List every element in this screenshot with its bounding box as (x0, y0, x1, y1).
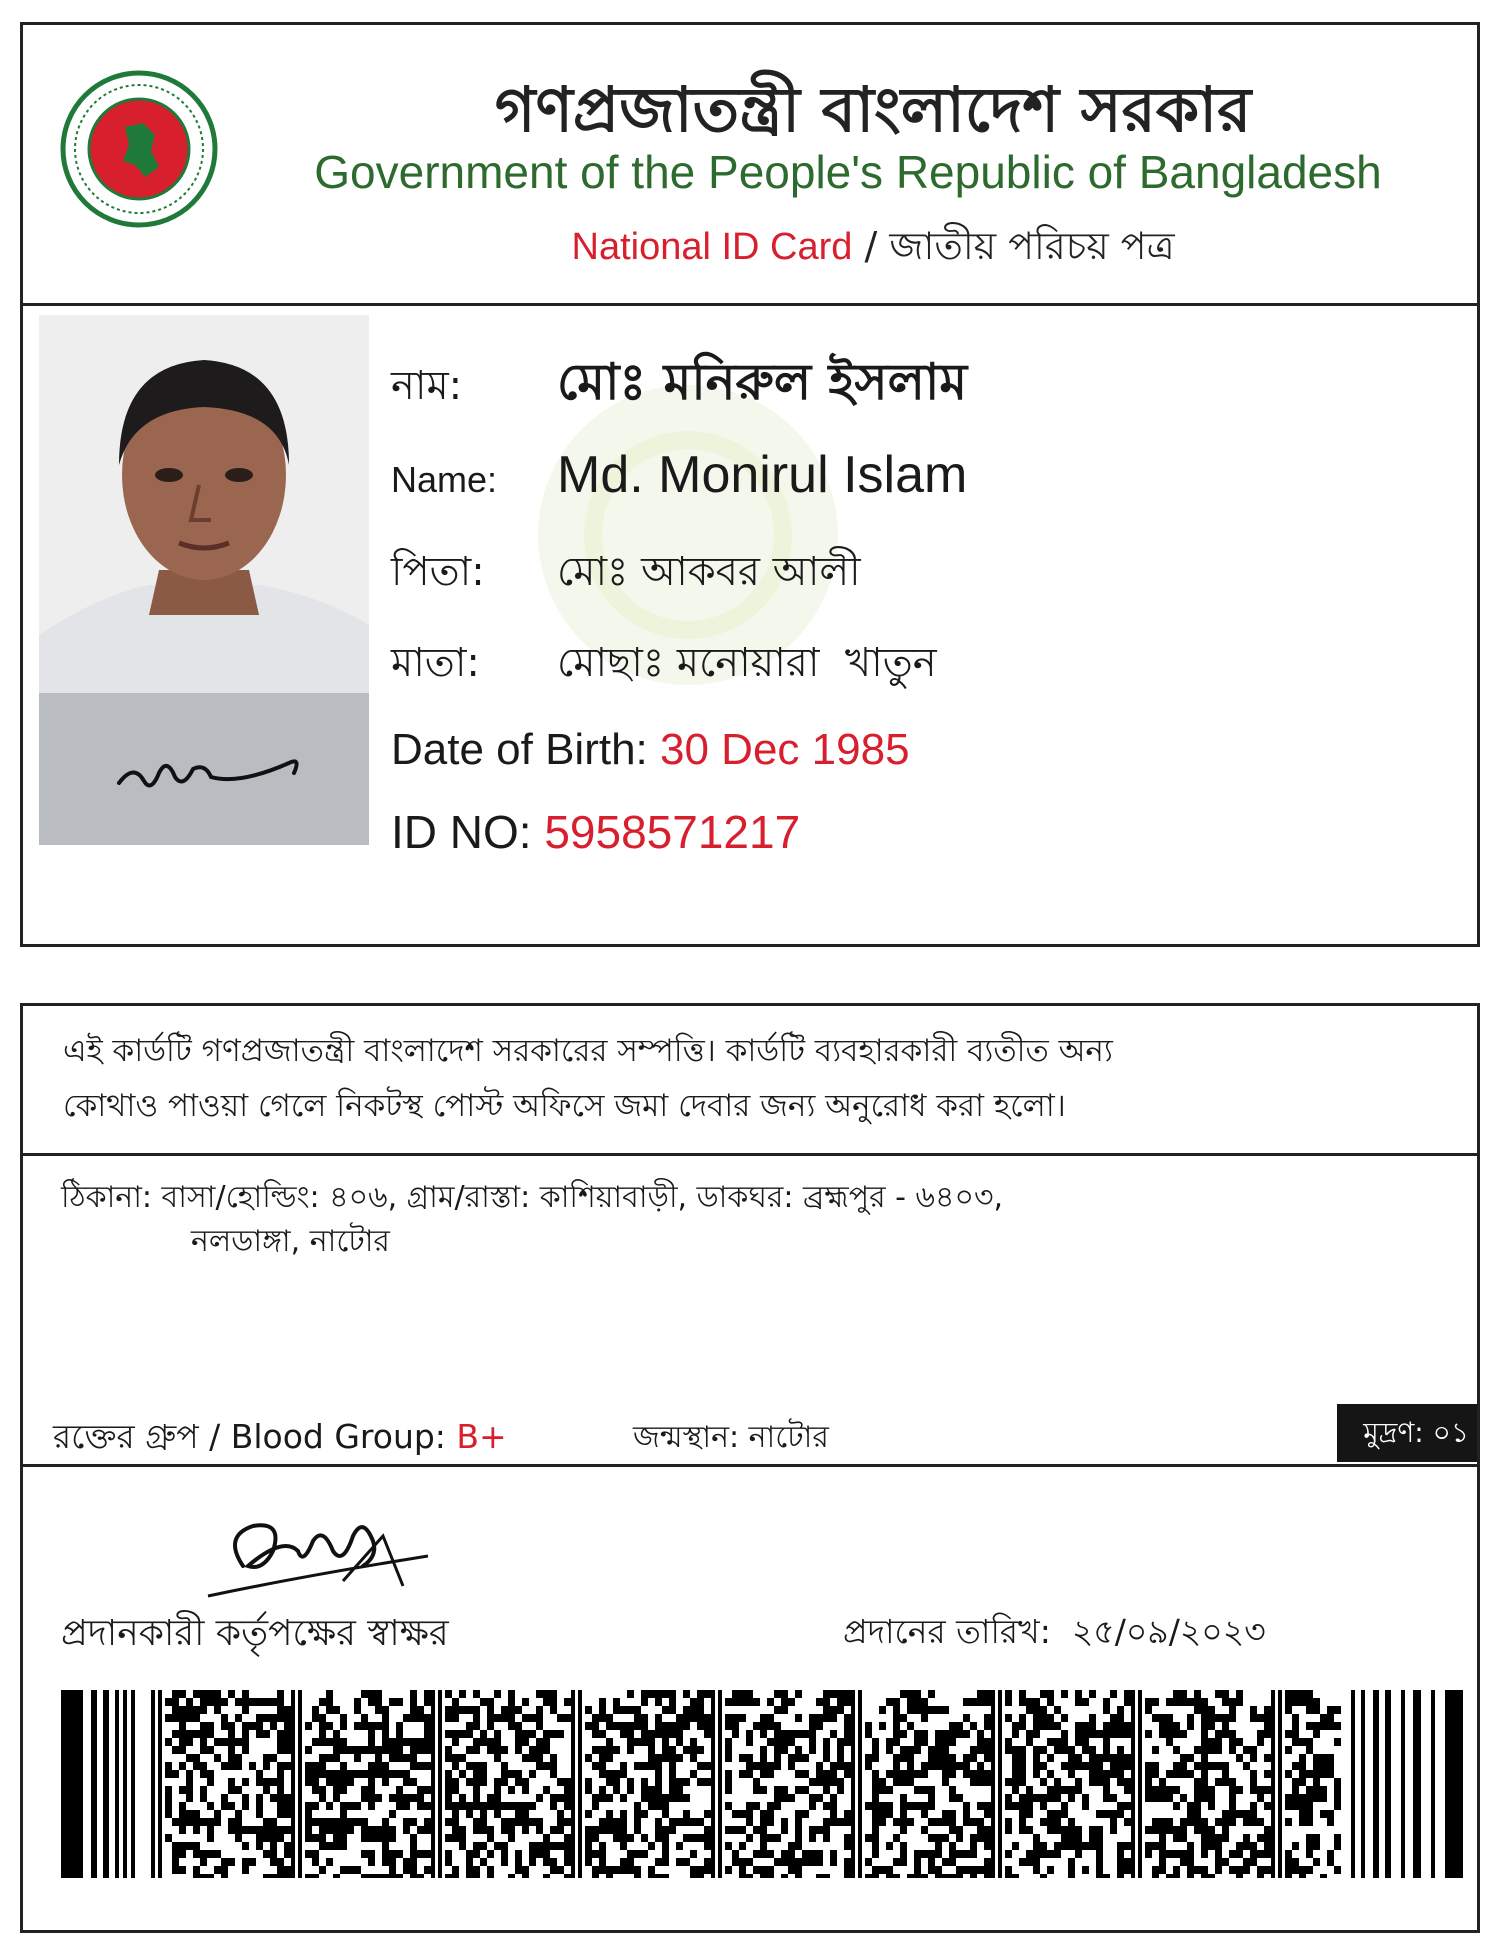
holder-signature-box (39, 693, 369, 845)
notice-line-1: এই কার্ডটি গণপ্রজাতন্ত্রী বাংলাদেশ সরকারের সম্পত্তি। কার্ডটি ব্যবহারকারী ব্যতীত অন্য (63, 1033, 1113, 1069)
mother-value: মোছাঃ মনোয়ারা খাতুন (557, 640, 937, 686)
id-number-value: 5958571217 (544, 806, 801, 858)
card-type-separator: / (852, 224, 890, 268)
authority-signature-label: প্রদানকারী কর্তৃপক্ষের স্বাক্ষর (61, 1613, 449, 1654)
mother-label: মাতা: (391, 640, 480, 686)
father-label: পিতা: (391, 549, 485, 595)
father-value: মোঃ আকবর আলী (557, 549, 861, 595)
name-bengali-row (391, 345, 967, 428)
issue-date-value: ২৫/০৯/২০২৩ (1071, 1612, 1266, 1651)
birthplace: জন্মস্থান: নাটোর (633, 1420, 829, 1455)
holder-photo (39, 315, 369, 693)
issue-date-label: প্রদানের তারিখ: (843, 1612, 1051, 1651)
card-type-title (283, 217, 1463, 281)
card-header (23, 25, 1477, 306)
authority-signature (203, 1496, 463, 1616)
government-seal-icon (59, 69, 219, 229)
issue-date-row (843, 1606, 1266, 1662)
blood-group-value: B+ (456, 1417, 507, 1456)
dob-row (391, 725, 910, 775)
blood-group-row (53, 1411, 507, 1467)
portrait-image (39, 315, 369, 693)
name-english-label: Name: (391, 459, 498, 500)
blood-group-label: রক্তের গ্রুপ / Blood Group: (53, 1417, 457, 1456)
print-number-badge: মুদ্রণ: ০১ (1337, 1404, 1477, 1462)
card-type-bengali: জাতীয় পরিচয় পত্র (889, 224, 1175, 268)
name-bengali-label: নাম: (391, 363, 463, 409)
address-block (61, 1176, 1003, 1264)
address-line-2: নলডাঙ্গা, নাটোর (191, 1224, 390, 1259)
dob-label: Date of Birth: (391, 725, 661, 774)
nid-front-card (20, 22, 1480, 947)
name-english-value: Md. Monirul Islam (557, 446, 968, 504)
card-type-english: National ID Card (571, 226, 853, 268)
government-title-bengali: গণপ্রজাতন্ত্রী বাংলাদেশ সরকার (494, 73, 1252, 146)
nid-back-card (20, 1003, 1480, 1933)
father-row (391, 540, 861, 607)
ownership-notice (23, 1006, 1477, 1156)
id-number-label: ID NO: (391, 806, 545, 858)
name-english-row (391, 445, 967, 505)
notice-line-2: কোথাও পাওয়া গেলে নিকটস্থ পোস্ট অফিসে জমা দেবার জন্য অনুরোধ করা হলো। (63, 1088, 1066, 1124)
address-line-1: ঠিকানা: বাসা/হোল্ডিং: ৪০৬, গ্রাম/রাস্তা: কাশিয়াবাড়ী, ডাকঘর: ব্রহ্মপুর - ৬৪০৩, (61, 1180, 1004, 1215)
id-number-row (391, 805, 800, 859)
pdf417-barcode (61, 1690, 1463, 1878)
mother-row (391, 631, 937, 698)
back-divider (23, 1464, 1477, 1467)
name-bengali-value: মোঃ মনিরুল ইসলাম (557, 353, 968, 411)
dob-value: 30 Dec 1985 (660, 725, 910, 774)
holder-signature (39, 693, 369, 845)
government-title-english: Government of the People's Republic of Bangladesh (314, 146, 1382, 198)
